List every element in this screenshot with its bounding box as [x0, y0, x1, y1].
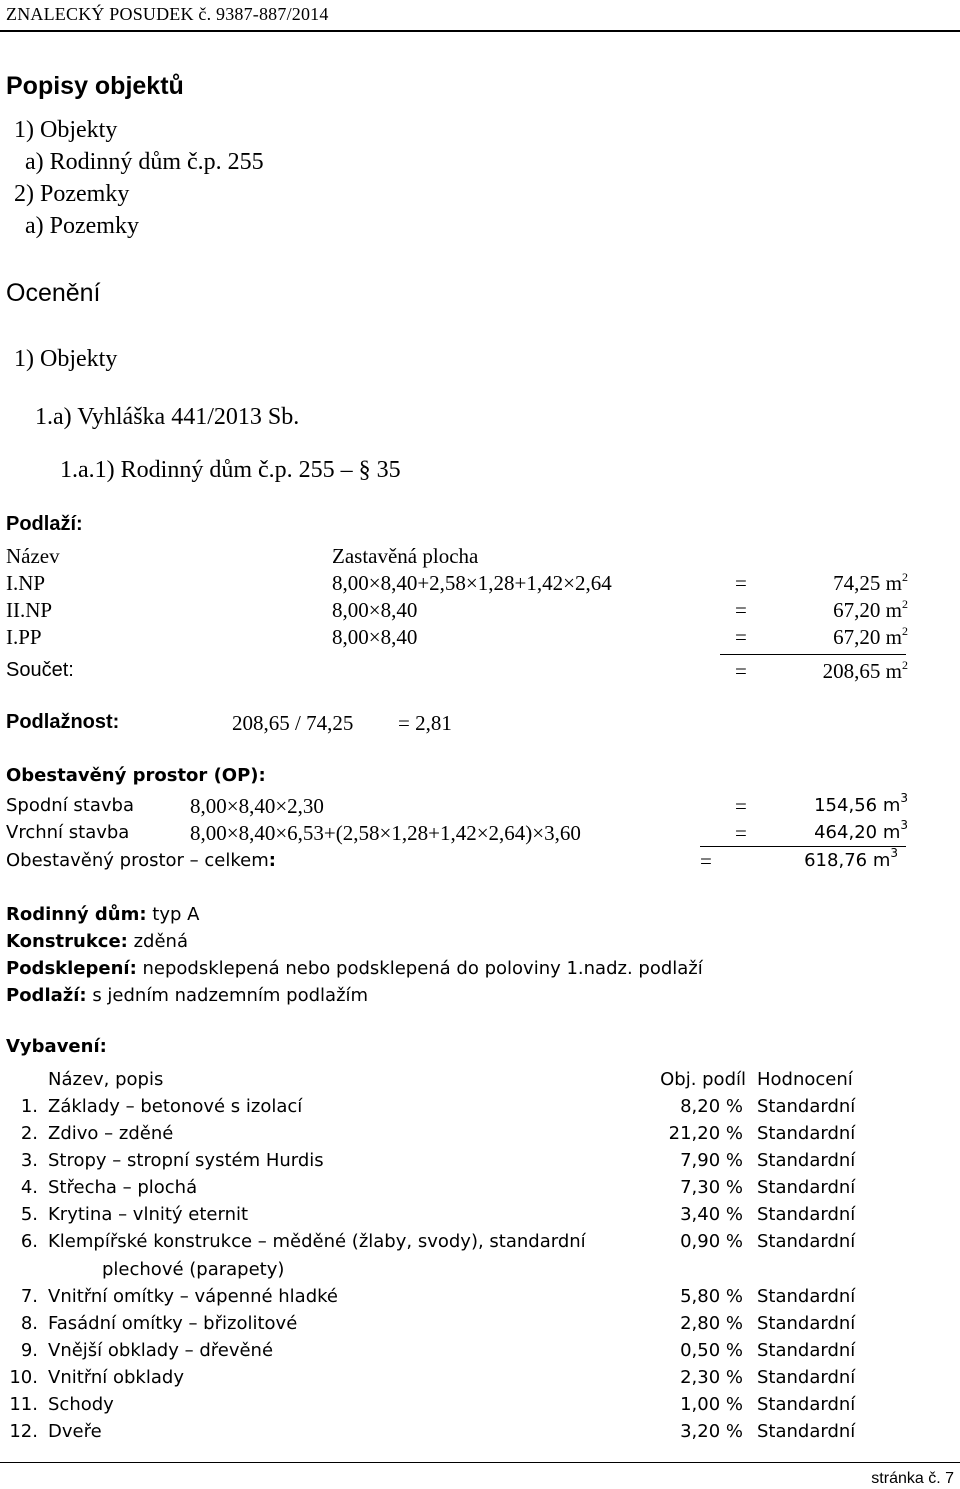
toc-item: a) Rodinný dům č.p. 255: [25, 149, 264, 175]
op-row-name: Spodní stavba: [6, 795, 134, 816]
row-share: 8,20 %: [680, 1096, 743, 1117]
op-total-label-colon: :: [268, 850, 276, 871]
op-row-value: [814, 791, 908, 816]
op-total-rule: [700, 846, 906, 847]
property-label: Podsklepení:: [6, 958, 137, 979]
podlazi-sum-value: [823, 659, 908, 684]
unit-exponent: 2: [902, 597, 908, 611]
row-share: 7,30 %: [680, 1177, 743, 1198]
unit-exponent: 2: [902, 570, 908, 584]
podlazi-row-name: II.NP: [6, 598, 53, 622]
row-share: 21,20 %: [668, 1123, 743, 1144]
row-name: Střecha – plochá: [48, 1177, 198, 1198]
page-number: stránka č. 7: [871, 1470, 954, 1487]
row-share: 1,00 %: [680, 1394, 743, 1415]
podlazi-row-name: I.NP: [6, 571, 46, 595]
podlaznost-formula: 208,65 / 74,25: [232, 711, 354, 735]
podlazi-row-formula: 8,00×8,40+2,58×1,28+1,42×2,64: [332, 571, 612, 595]
value-text: 208,65 m: [822, 659, 902, 683]
podlazi-row-name: I.PP: [6, 625, 42, 649]
row-share: 3,40 %: [680, 1204, 743, 1225]
row-rating: Standardní: [757, 1096, 856, 1117]
podlaznost-label: Podlažnost:: [6, 711, 120, 733]
footer-rule: [0, 1462, 960, 1463]
row-number: 2.: [20, 1123, 38, 1144]
unit-exponent: 3: [900, 818, 908, 832]
podlazi-col-area: Zastavěná plocha: [332, 544, 479, 568]
property-line: [6, 931, 188, 952]
op-total-label-text: Obestavěný prostor – celkem: [6, 850, 269, 871]
value-text: 67,20 m: [833, 598, 902, 622]
row-name: Zdivo – zděné: [48, 1123, 174, 1144]
row-rating: Standardní: [757, 1231, 856, 1252]
row-name: Dveře: [48, 1421, 102, 1442]
podlazi-col-name: Název: [6, 544, 60, 568]
podlazi-row-value: [833, 571, 908, 596]
value-text: 464,20 m: [814, 822, 901, 843]
row-name: Základy – betonové s izolací: [48, 1096, 303, 1117]
row-rating: Standardní: [757, 1150, 856, 1171]
sum-rule: [720, 654, 906, 655]
toc-item: 2) Pozemky: [14, 181, 130, 207]
row-number: 1.: [20, 1096, 38, 1117]
row-name-continued: plechové (parapety): [102, 1259, 285, 1280]
podlazi-row-value: [833, 598, 908, 623]
section-title-oceneni: Ocenění: [6, 279, 101, 307]
vybaveni-col-share: Obj. podíl: [660, 1069, 746, 1090]
property-line: [6, 985, 368, 1006]
header-rule: [0, 30, 960, 32]
row-rating: Standardní: [757, 1177, 856, 1198]
property-label: Podlaží:: [6, 985, 87, 1006]
row-rating: Standardní: [757, 1123, 856, 1144]
value-text: 74,25 m: [833, 571, 902, 595]
row-share: 0,90 %: [680, 1231, 743, 1252]
unit-exponent: 2: [902, 658, 908, 672]
row-name: Vnitřní obklady: [48, 1367, 184, 1388]
podlazi-row-eq: =: [735, 625, 747, 649]
value-text: 618,76 m: [804, 850, 891, 871]
toc-item: a) Pozemky: [25, 213, 139, 239]
property-line: [6, 958, 703, 979]
row-number: 8.: [20, 1313, 38, 1334]
row-number: 7.: [20, 1286, 38, 1307]
podlazi-row-formula: 8,00×8,40: [332, 598, 418, 622]
row-rating: Standardní: [757, 1394, 856, 1415]
section-title-popisy: Popisy objektů: [6, 72, 184, 100]
row-number: 12.: [9, 1421, 38, 1442]
oceneni-objekty: 1) Objekty: [14, 346, 118, 372]
row-rating: Standardní: [757, 1313, 856, 1334]
row-share: 0,50 %: [680, 1340, 743, 1361]
podlazi-row-formula: 8,00×8,40: [332, 625, 418, 649]
property-label: Rodinný dům:: [6, 904, 147, 925]
unit-exponent: 3: [890, 846, 898, 860]
podlazi-row-eq: =: [735, 571, 747, 595]
podlazi-sum-eq: =: [735, 659, 747, 683]
vybaveni-label: Vybavení:: [6, 1036, 107, 1057]
op-row-eq: =: [735, 821, 747, 845]
row-name: Fasádní omítky – břizolitové: [48, 1313, 298, 1334]
op-total-label: [6, 850, 276, 871]
op-label: Obestavěný prostor (OP):: [6, 765, 266, 786]
row-name: Vnitřní omítky – vápenné hladké: [48, 1286, 338, 1307]
row-number: 9.: [20, 1340, 38, 1361]
op-row-eq: =: [735, 794, 747, 818]
row-number: 3.: [20, 1150, 38, 1171]
row-share: 2,80 %: [680, 1313, 743, 1334]
row-rating: Standardní: [757, 1340, 856, 1361]
podlazi-label: Podlaží:: [6, 513, 83, 535]
property-line: [6, 904, 199, 925]
podlazi-row-eq: =: [735, 598, 747, 622]
unit-exponent: 3: [900, 791, 908, 805]
row-name: Vnější obklady – dřevěné: [48, 1340, 274, 1361]
op-row-value: [814, 818, 908, 843]
document-header-title: ZNALECKÝ POSUDEK č. 9387-887/2014: [6, 4, 329, 24]
op-row-formula: 8,00×8,40×2,30: [190, 794, 324, 818]
row-share: 7,90 %: [680, 1150, 743, 1171]
row-rating: Standardní: [757, 1286, 856, 1307]
row-number: 4.: [20, 1177, 38, 1198]
row-number: 5.: [20, 1204, 38, 1225]
row-share: 2,30 %: [680, 1367, 743, 1388]
op-row-formula: 8,00×8,40×6,53+(2,58×1,28+1,42×2,64)×3,60: [190, 821, 581, 845]
oceneni-rodinny-dum: 1.a.1) Rodinný dům č.p. 255 – § 35: [60, 457, 401, 483]
row-rating: Standardní: [757, 1367, 856, 1388]
op-total-eq: =: [700, 849, 712, 873]
property-value: zděná: [127, 931, 188, 952]
oceneni-vyhlaska: 1.a) Vyhláška 441/2013 Sb.: [35, 404, 300, 430]
row-name: Schody: [48, 1394, 114, 1415]
value-text: 67,20 m: [833, 625, 902, 649]
row-name: Klempířské konstrukce – měděné (žlaby, svody), standardní: [48, 1231, 586, 1252]
value-text: 154,56 m: [814, 795, 901, 816]
row-name: Stropy – stropní systém Hurdis: [48, 1150, 324, 1171]
row-rating: Standardní: [757, 1204, 856, 1225]
row-number: 6.: [20, 1231, 38, 1252]
row-number: 10.: [9, 1367, 38, 1388]
row-share: 3,20 %: [680, 1421, 743, 1442]
op-total-value: [804, 846, 898, 871]
property-value: nepodsklepená nebo podsklepená do poloviny 1.nadz. podlaží: [136, 958, 703, 979]
row-share: 5,80 %: [680, 1286, 743, 1307]
toc-item: 1) Objekty: [14, 117, 118, 143]
unit-exponent: 2: [902, 624, 908, 638]
vybaveni-col-name: Název, popis: [48, 1069, 164, 1090]
op-row-name: Vrchní stavba: [6, 822, 130, 843]
property-label: Konstrukce:: [6, 931, 128, 952]
podlazi-sum-label: Součet:: [6, 659, 74, 681]
row-rating: Standardní: [757, 1421, 856, 1442]
vybaveni-col-rating: Hodnocení: [757, 1069, 853, 1090]
property-value: typ A: [146, 904, 200, 925]
row-number: 11.: [9, 1394, 38, 1415]
property-value: s jedním nadzemním podlažím: [86, 985, 369, 1006]
podlazi-row-value: [833, 625, 908, 650]
podlaznost-result: = 2,81: [398, 711, 452, 735]
row-name: Krytina – vlnitý eternit: [48, 1204, 249, 1225]
